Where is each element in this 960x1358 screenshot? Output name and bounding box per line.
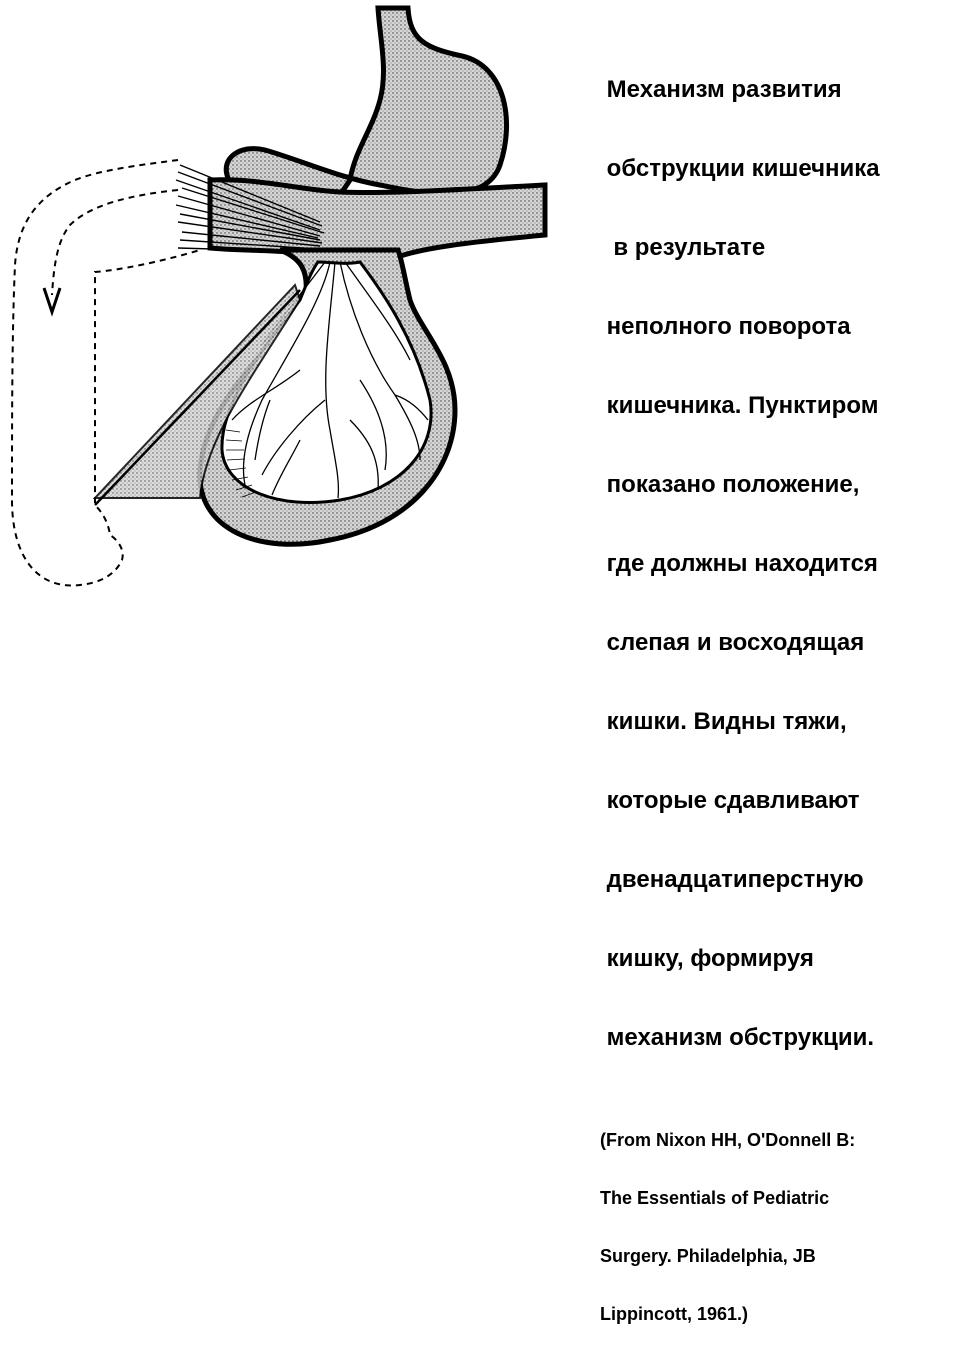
citation-line: The Essentials of Pediatric [600, 1187, 830, 1208]
caption-line: слепая и восходящая [606, 628, 865, 656]
caption-line: механизм обструкции. [606, 1023, 875, 1051]
rotation-arrow [52, 190, 178, 295]
caption-line: показано положение, [606, 470, 860, 498]
malrotation-illustration [0, 0, 560, 720]
caption-line: кишку, формируя [606, 944, 814, 972]
malrotation-drawing [0, 0, 560, 720]
slide-caption [580, 30, 950, 1358]
normal-colon-position [12, 160, 200, 586]
citation-line: (From Nixon HH, O'Donnell B: [600, 1129, 856, 1150]
source-citation [580, 1097, 950, 1358]
caption-line: двенадцатиперстную [606, 865, 864, 893]
caption-line: неполного поворота [606, 312, 851, 340]
caption-line: которые сдавливают [606, 786, 860, 814]
caption-line: обструкции кишечника [606, 154, 880, 182]
caption-line: кишки. Видны тяжи, [606, 707, 847, 735]
caption-text [580, 30, 950, 1097]
citation-line: Surgery. Philadelphia, JB [600, 1245, 816, 1266]
arrow-head [44, 288, 60, 312]
caption-line: Механизм развития [606, 75, 842, 103]
citation-line: Lippincott, 1961.) [600, 1303, 749, 1324]
caption-line: в результате [606, 233, 766, 261]
caption-line: кишечника. Пунктиром [606, 391, 879, 419]
stomach [226, 8, 506, 195]
caption-line: где должны находится [606, 549, 878, 577]
